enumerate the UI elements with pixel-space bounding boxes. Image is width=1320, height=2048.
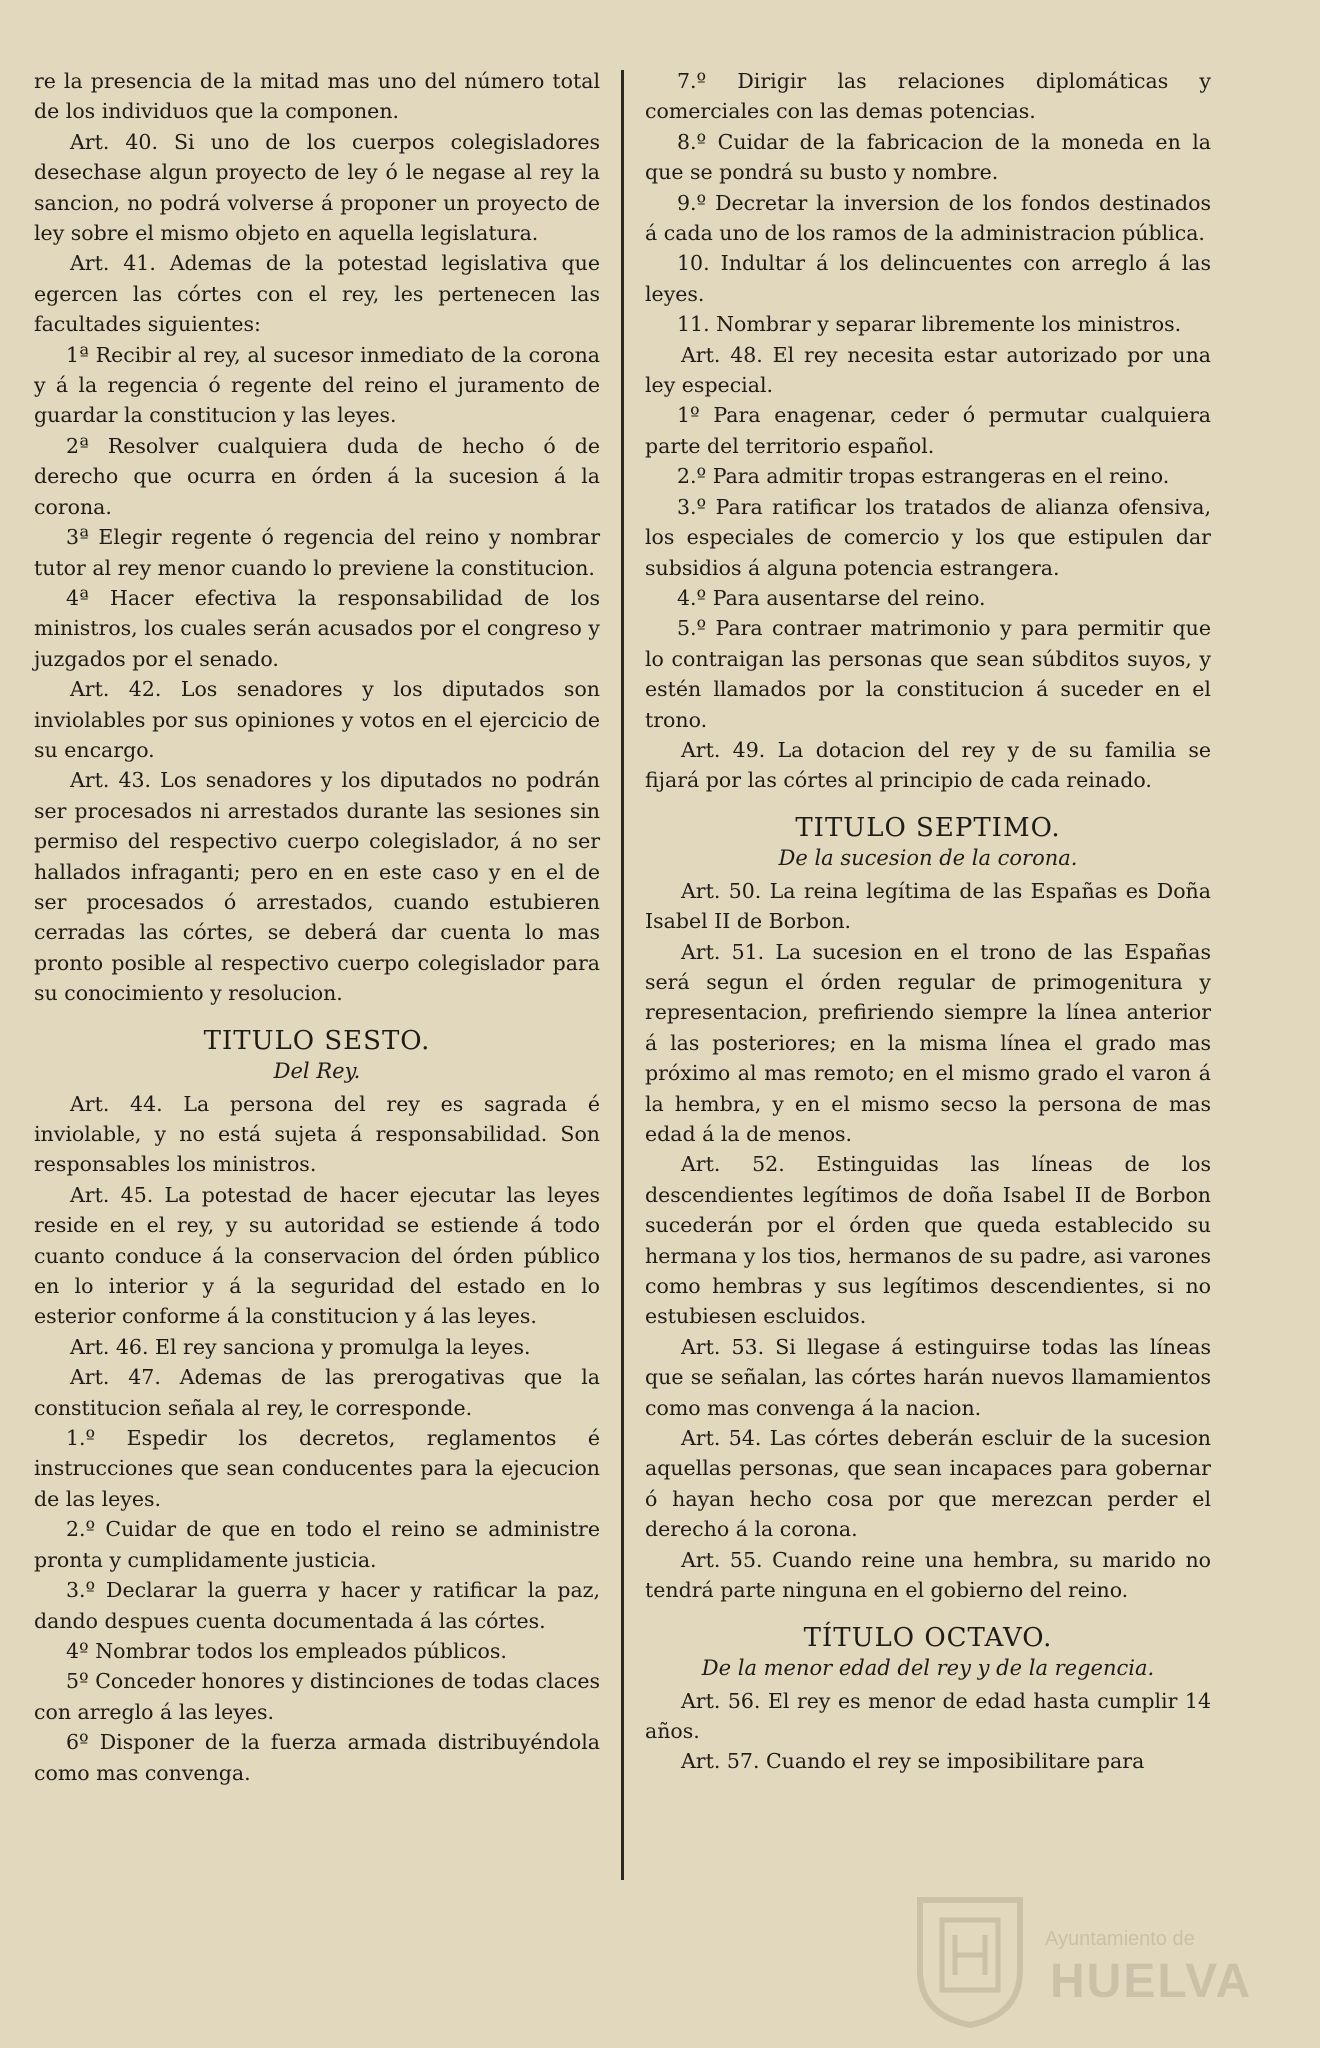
paragraph: re la presencia de la mitad mas uno del número total de los individuos que la componen. [34,69,600,124]
paragraph: 3.º Para ratificar los tratados de alianza ofensiva, los especiales de comercio y los que estipulen dar subsidios á alguna potencia estrangera. [645,494,1211,580]
titulo-sexto-heading: TITULO SESTO. [203,1025,431,1056]
paragraph: Art. 50. La reina legítima de las Españas es Doña Isabel II de Borbon. [645,878,1211,934]
paragraph: Art. 56. El rey es menor de edad hasta cumplir 14 años. [645,1688,1211,1743]
paragraph: Art. 46. El rey sanciona y promulga la leyes. [70,1334,531,1359]
paragraph: 8.º Cuidar de la fabricacion de la moneda en la que se pondrá su busto y nombre. [645,129,1211,185]
left-column-paragraphs-2 [34,1089,600,1788]
paragraph: 4.º Para ausentarse del reino. [677,585,986,610]
paragraph: Art. 45. La potestad de hacer ejecutar las leyes reside en el rey, y su autoridad se estiende á todo cuanto conduce á la conservacion del órden público en lo interior y á la seguridad del estado en lo esterior conforme á la constitucion y á las leyes. [34,1182,600,1329]
paragraph: 9.º Decretar la inversion de los fondos destinados á cada uno de los ramos de la administracion pública. [645,190,1211,246]
shield-icon [910,1890,1030,2030]
titulo-sexto-subheading: Del Rey. [273,1058,361,1083]
right-column-paragraphs-3 [645,1686,1211,1777]
paragraph: 11. Nombrar y separar libremente los ministros. [677,312,1182,337]
paragraph: 2.º Cuidar de que en todo el reino se administre pronta y cumplidamente justicia. [34,1517,600,1572]
column-divider [621,70,624,1880]
watermark-line1: Ayuntamiento de [1045,1928,1195,1950]
paragraph: Art. 47. Ademas de las prerogativas que la constitucion señala al rey, le corresponde. [34,1365,600,1420]
paragraph: 5º Conceder honores y distinciones de todas claces con arreglo á las leyes. [34,1669,600,1724]
paragraph: 5.º Para contraer matrimonio y para permitir que lo contraigan las personas que sean súbditos suyos, y estén llamados por la constitucion á suceder en el trono. [645,616,1211,732]
paragraph: Art. 41. Ademas de la potestad legislativa que egercen las córtes con el rey, les pertenecen las facultades siguientes: [34,251,600,337]
paragraph: Art. 44. La persona del rey es sagrada é inviolable, y no está sujeta á responsabilidad. Son responsables los ministros. [34,1091,600,1177]
paragraph: Art. 57. Cuando el rey se imposibilitare para [681,1749,1145,1774]
paragraph: 7.º Dirigir las relaciones diplomáticas y comerciales con las demas potencias. [645,69,1211,124]
right-column-paragraphs-2 [645,876,1211,1606]
paragraph: 6º Disponer de la fuerza armada distribuyéndola como mas convenga. [34,1730,600,1785]
paragraph: Art. 42. Los senadores y los diputados son inviolables por sus opiniones y votos en el ejercicio de su encargo. [34,677,600,762]
paragraph: 1ª Recibir al rey, al sucesor inmediato de la corona y á la regencia ó regente del reino el juramento de guardar la constitucion y las leyes. [34,342,600,428]
titulo-octavo-subheading: De la menor edad del rey y de la regencia. [701,1655,1155,1680]
paragraph: Art. 49. La dotacion del rey y de su familia se fijará por las córtes al principio de cada reinado. [645,737,1211,793]
watermark-line2: HUELVA [1050,1955,1253,2008]
titulo-septimo-subheading: De la sucesion de la corona. [778,845,1078,870]
paragraph: 2.º Para admitir tropas estrangeras en el reino. [677,464,1170,489]
left-column-paragraphs [34,66,600,1009]
paragraph: Art. 40. Si uno de los cuerpos colegisladores desechase algun proyecto de ley ó le negase al rey la sancion, no podrá volverse á proponer un proyecto de ley sobre el mismo objeto en aquella legislatura. [34,129,600,246]
paragraph: 2ª Resolver cualquiera duda de hecho ó de derecho que ocurra en órden á la sucesion á la corona. [34,433,600,519]
paragraph: 3.º Declarar la guerra y hacer y ratificar la paz, dando despues cuenta documentada á las córtes. [34,1578,600,1633]
paragraph: 4º Nombrar todos los empleados públicos. [66,1638,507,1663]
paragraph: Art. 53. Si llegase á estinguirse todas las líneas que se señalan, las córtes harán nuevos llamamientos como mas convenga á la nacion. [645,1334,1211,1420]
paragraph: Art. 52. Estinguidas las líneas de los descendientes legítimos de doña Isabel II de Borbon sucederán por el órden que queda establecido su hermana y los tios, hermanos de su padre, asi varones como hembras y sus legítimos descendientes, si no estubiesen escluidos. [645,1152,1211,1329]
paragraph: Art. 51. La sucesion en el trono de las Españas será segun el órden regular de primogenitura y representacion, prefiriendo siempre la línea anterior á las posteriores; en la misma línea el grado mas próximo al mas remoto; en el mismo grado el varon á la hembra, y en el mismo secso la persona de mas edad á la de menos. [645,939,1211,1146]
left-column [34,66,600,1788]
right-column [645,66,1211,1777]
paragraph: 1º Para enagenar, ceder ó permutar cualquiera parte del territorio español. [645,403,1211,458]
paragraph: Art. 43. Los senadores y los diputados no podrán ser procesados ni arrestados durante las sesiones sin permiso del respectivo cuerpo colegislador, á no ser hallados infraganti; pero en en este caso y en el de ser procesados ó arrestados, cuando estubieren cerradas las córtes, se deberá dar cuenta lo mas pronto posible al respectivo cuerpo colegislador para su conocimiento y resolucion. [34,768,600,1006]
paragraph: 10. Indultar á los delincuentes con arreglo á las leyes. [645,251,1211,306]
paragraph: Art. 48. El rey necesita estar autorizado por una ley especial. [645,342,1211,398]
titulo-septimo-heading: TITULO SEPTIMO. [795,812,1061,843]
paragraph: 3ª Elegir regente ó regencia del reino y nombrar tutor al rey menor cuando lo previene la constitucion. [34,525,600,580]
right-column-paragraphs [645,66,1211,796]
ayuntamiento-huelva-watermark [910,1890,1253,2030]
paragraph: Art. 54. Las córtes deberán escluir de la sucesion aquellas personas, que sean incapaces para gobernar ó hayan hecho cosa por que merezcan perder el derecho á la corona. [645,1426,1211,1542]
titulo-octavo-heading: TÍTULO OCTAVO. [803,1622,1053,1653]
paragraph: 4ª Hacer efectiva la responsabilidad de los ministros, los cuales serán acusados por el congreso y juzgados por el senado. [34,585,600,671]
paragraph: Art. 55. Cuando reine una hembra, su marido no tendrá parte ninguna en el gobierno del reino. [645,1547,1211,1603]
paragraph: 1.º Espedir los decretos, reglamentos é instrucciones que sean conducentes para la ejecucion de las leyes. [34,1426,600,1511]
